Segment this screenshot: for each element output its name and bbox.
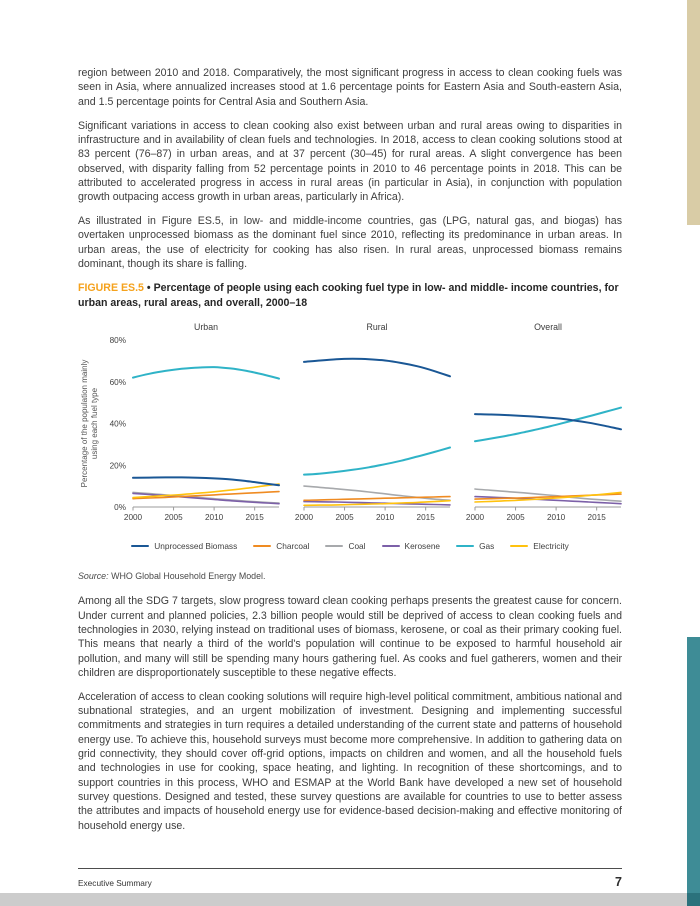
legend-label: Kerosene <box>404 541 441 552</box>
y-tick-label: 60% <box>109 377 126 387</box>
paragraph: Acceleration of access to clean cooking solutions will require high-level political commitment, ambitious national and subnational strategies, and an urgent mobilization of investment. Designing and implementing successful commitments and strategies in turn requires a detailed understanding of the current state and patterns of household energy use. To achieve this, household surveys must become more comprehensive. In addition to gathering data on grid connectivity, they should cover off-grid options, impacts on children and women, and all the household fuels and technologies in use for cooking, space heating, and lighting. In recognition of these shortcomings, and to support countries in this process, WHO and ESMAP at the World Bank have developed a new set of household survey questions. Designed and tested, these survey questions are available for countries to use to better assess the attributes and impacts of household energy use for evidence-based decision-making and effective monitoring of household energy use. <box>78 690 622 832</box>
legend-swatch <box>325 545 343 548</box>
figure-caption <box>78 281 622 310</box>
page-edge-tab-teal-dark <box>687 893 700 906</box>
legend-swatch <box>253 545 271 548</box>
source-text: WHO Global Household Energy Model. <box>111 571 266 582</box>
y-tick-label: 0% <box>114 503 126 513</box>
legend-swatch <box>510 545 528 548</box>
x-tick-label: 2000 <box>294 513 314 523</box>
x-tick-label: 2005 <box>335 513 354 523</box>
y-axis-label: Percentage of the population mainly <box>80 359 89 488</box>
figure-caption-text: Percentage of people using each cooking fuel type in low- and middle- income countries, for urban areas, rural areas, and overall, 2000–18 <box>78 281 619 309</box>
chart-legend <box>78 541 622 551</box>
paragraph: Among all the SDG 7 targets, slow progress toward clean cooking perhaps presents the greatest cause for concern. Under current and planned policies, 2.3 billion people would still be deprived of access to clean cooking fuels and technologies in 2030, relying instead on traditional uses of biomass, kerosene, or coal as their primary cooking fuel. This means that nearly a third of the world's population will continue to be exposed to harmful household air pollution, and many will still be spending many hours gathering fuel. As cooks and fuel gatherers, women and their children are disproportionately susceptible to these negative effects. <box>78 595 622 679</box>
page-content <box>78 66 622 843</box>
page-edge-tab-tan <box>687 0 700 225</box>
legend-item-kerosene <box>382 541 441 551</box>
x-tick-label: 2010 <box>205 513 224 523</box>
legend-label: Coal <box>348 541 366 552</box>
series-line-gas-urban <box>133 367 279 379</box>
legend-item-coal <box>325 541 365 551</box>
legend-label: Charcoal <box>276 541 310 552</box>
panel-title-rural: Rural <box>366 322 388 333</box>
series-line-unprocessed-biomass-rural <box>304 359 450 377</box>
y-tick-label: 20% <box>109 461 126 471</box>
page-number: 7 <box>615 875 622 889</box>
source-prefix: Source: <box>78 571 109 582</box>
x-tick-label: 2000 <box>123 513 143 523</box>
x-tick-label: 2005 <box>164 513 183 523</box>
legend-label: Unprocessed Biomass <box>154 541 238 552</box>
paragraph: region between 2010 and 2018. Comparatively, the most significant progress in access to clean cooking fuels was seen in Asia, where annualized increases stood at 1.6 percentage points for Eastern Asia and South-eastern Asia, and 1.5 percentage points for Central Asia and Southern Asia. <box>78 67 622 108</box>
legend-item-gas <box>456 541 494 551</box>
page-bottom-edge <box>0 893 687 906</box>
legend-swatch <box>131 545 149 548</box>
legend-swatch <box>382 545 400 548</box>
legend-item-charcoal <box>253 541 309 551</box>
paragraph: Significant variations in access to clean cooking also exist between urban and rural areas owing to disparities in infrastructure and in availability of clean fuels and technologies. In 2018, access to clean cooking solutions stood at 83 percent (76–87) in urban areas, and at 37 percent (30–45) for rural areas. A slight convergence has been observed, with disparity falling from 52 percentage points in 2010 to 46 percentage points in 2018. This can be attributed to accelerated progress in access in rural areas (in particular in Asia), in conjunction with population growth outpacing access growth in urban areas, particularly in Africa). <box>78 119 622 204</box>
y-tick-label: 40% <box>109 419 126 429</box>
x-tick-label: 2010 <box>547 513 566 523</box>
figure-source <box>78 571 622 581</box>
y-axis-label: using each fuel type <box>90 388 99 460</box>
panel-title-urban: Urban <box>194 322 218 333</box>
x-tick-label: 2000 <box>465 513 485 523</box>
x-tick-label: 2015 <box>245 513 264 523</box>
paragraph: As illustrated in Figure ES.5, in low- and middle-income countries, gas (LPG, natural gas, and biogas) has overtaken unprocessed biomass as the dominant fuel since 2010, reflecting its predominance in urban areas. In urban areas, the use of electricity for cooking has also risen. In rural areas, unprocessed biomass remains dominant, though its share is falling. <box>78 215 622 271</box>
panel-title-overall: Overall <box>534 322 562 333</box>
y-tick-label: 80% <box>109 336 126 346</box>
page-edge-tab-teal <box>687 637 700 893</box>
x-tick-label: 2010 <box>376 513 395 523</box>
series-line-gas-rural <box>304 448 450 475</box>
legend-label: Electricity <box>533 541 569 552</box>
footer-section-title: Executive Summary <box>78 878 152 888</box>
x-tick-label: 2015 <box>587 513 606 523</box>
figure-caption-bullet: • <box>146 281 151 294</box>
legend-item-electricity <box>510 541 569 551</box>
legend-item-unprocessed-biomass <box>131 541 237 551</box>
legend-label: Gas <box>479 541 495 552</box>
figure-label: FIGURE ES.5 <box>78 281 144 294</box>
chart-canvas <box>78 320 622 524</box>
legend-swatch <box>456 545 474 548</box>
x-tick-label: 2015 <box>416 513 435 523</box>
figure-es5-chart <box>78 320 622 551</box>
series-line-unprocessed-biomass-urban <box>133 477 279 485</box>
x-tick-label: 2005 <box>506 513 525 523</box>
page-footer <box>78 868 622 889</box>
